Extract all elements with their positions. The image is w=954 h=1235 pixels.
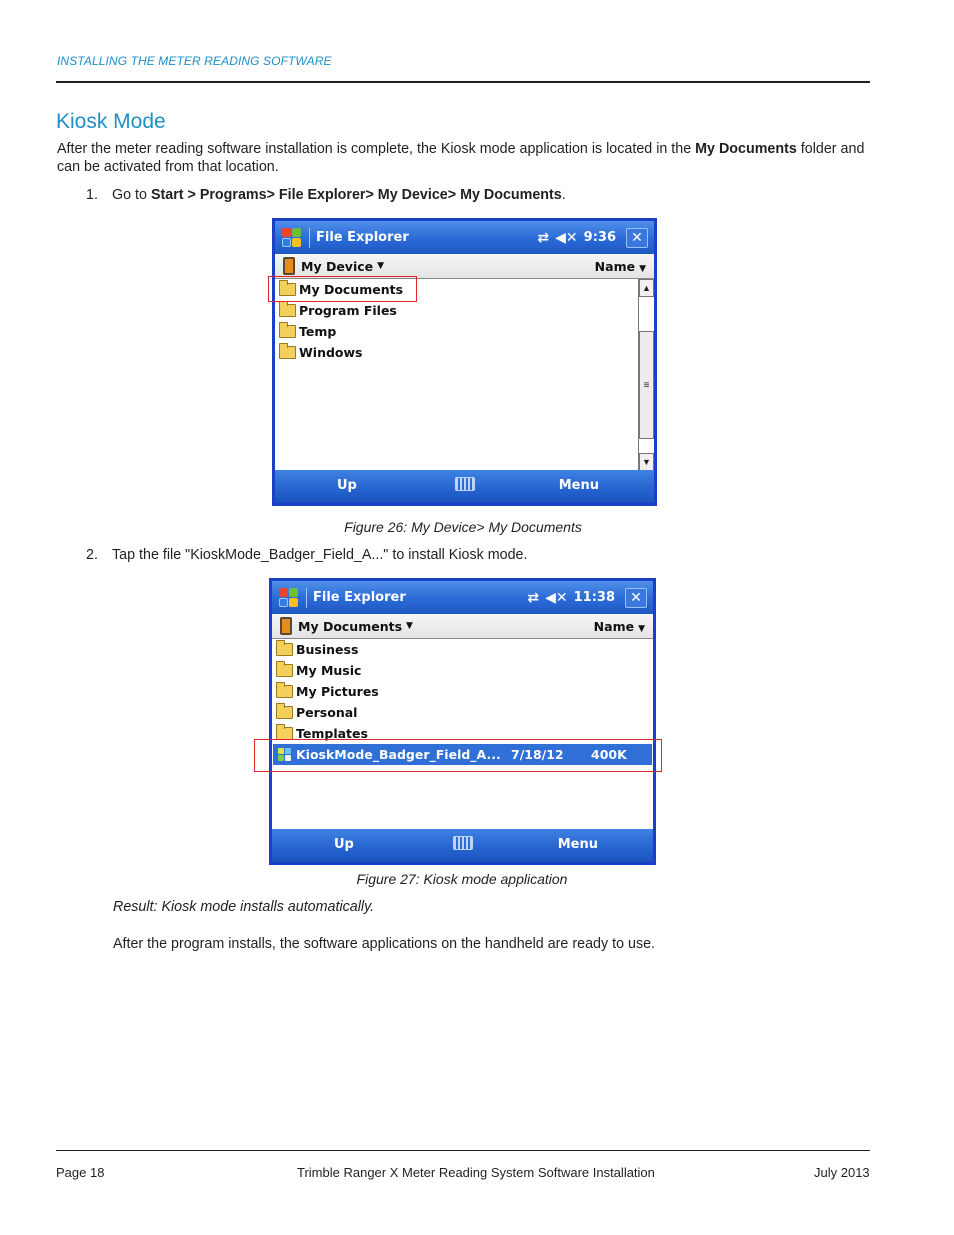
intro-bold: My Documents: [695, 141, 797, 157]
app-title: File Explorer: [313, 590, 406, 605]
location-dropdown[interactable]: My Documents: [298, 618, 403, 634]
connectivity-icon[interactable]: ⇄: [537, 229, 550, 246]
list-item[interactable]: [276, 639, 358, 660]
chevron-down-icon[interactable]: ▼: [377, 261, 385, 271]
intro-text: After the meter reading software installation is complete, the Kiosk mode application is located in the: [57, 141, 696, 157]
step-number: 2.: [86, 547, 98, 563]
intro-text-end: folder and can be activated from that location.: [57, 141, 865, 175]
step-text: Go to: [112, 187, 151, 203]
up-softkey[interactable]: Up: [337, 478, 357, 493]
location-bar: [272, 614, 653, 639]
folder-icon: [276, 643, 293, 656]
file-date: 7/18/12: [511, 747, 564, 762]
result-text: Result: Kiosk mode installs automatically.: [113, 899, 375, 915]
highlight-box: [254, 739, 662, 772]
scroll-up-button[interactable]: ▲: [639, 279, 654, 297]
sort-dropdown[interactable]: [594, 619, 645, 634]
list-item[interactable]: [279, 321, 336, 342]
list-item[interactable]: [276, 660, 361, 681]
file-list: [275, 279, 654, 473]
figure-caption: Figure 27: Kiosk mode application: [356, 871, 568, 887]
step-number: 1.: [86, 187, 98, 203]
file-size: 400K: [591, 747, 627, 762]
folder-icon: [279, 304, 296, 317]
step-1: [86, 186, 566, 204]
app-title: File Explorer: [316, 230, 409, 245]
header-rule: [56, 81, 870, 83]
item-label: My Music: [296, 663, 362, 678]
folder-icon: [279, 325, 296, 338]
item-label: Business: [296, 642, 359, 657]
keyboard-icon[interactable]: [453, 836, 473, 850]
footer-rule: [56, 1150, 870, 1151]
chevron-down-icon[interactable]: ▼: [406, 621, 413, 631]
device-icon: [280, 617, 292, 635]
step-suffix: .: [561, 187, 566, 203]
section-title: Kiosk Mode: [56, 110, 166, 133]
connectivity-icon[interactable]: ⇄: [527, 589, 540, 606]
item-label: Windows: [299, 345, 363, 360]
clock[interactable]: 9:36: [583, 230, 616, 245]
item-label: Templates: [296, 726, 368, 741]
item-label: Program Files: [299, 303, 397, 318]
folder-icon: [276, 685, 293, 698]
folder-icon: [279, 346, 296, 359]
item-label: Personal: [296, 705, 358, 720]
list-item[interactable]: [279, 300, 397, 321]
folder-icon: [276, 706, 293, 719]
chevron-down-icon: ▼: [638, 624, 645, 634]
device-icon: [283, 257, 295, 275]
step-path: Start > Programs> File Explorer> My Device> My Documents: [150, 187, 562, 203]
document-title: Trimble Ranger X Meter Reading System Software Installation: [297, 1165, 655, 1180]
sort-dropdown[interactable]: [595, 259, 646, 274]
sort-label: Name: [594, 259, 636, 274]
figure-caption: Figure 26: My Device> My Documents: [344, 519, 582, 535]
up-softkey[interactable]: Up: [334, 837, 354, 852]
location-dropdown[interactable]: My Device: [301, 258, 374, 274]
file-name: KioskMode_Badger_Field_A...: [296, 747, 501, 762]
item-label: My Pictures: [296, 684, 379, 699]
scrollbar[interactable]: [638, 279, 654, 473]
scroll-down-button[interactable]: ▼: [639, 453, 654, 471]
sort-label: Name: [593, 619, 635, 634]
keyboard-icon[interactable]: [455, 477, 475, 491]
list-item[interactable]: [279, 342, 363, 363]
chevron-down-icon: ▼: [639, 264, 646, 274]
step-text: Tap the file "KioskMode_Badger_Field_A..." to install Kiosk mode.: [112, 547, 528, 563]
menu-softkey[interactable]: Menu: [558, 478, 599, 493]
volume-muted-icon[interactable]: ◀✕: [545, 589, 568, 606]
step-2: [86, 546, 527, 564]
list-item[interactable]: [276, 702, 357, 723]
file-list: [272, 639, 653, 832]
menu-bar: [272, 829, 653, 862]
page-number: Page 18: [56, 1165, 105, 1180]
title-bar: [275, 221, 654, 254]
highlight-box: [268, 276, 417, 302]
file-explorer-screenshot-1: [272, 218, 657, 506]
document-date: July 2013: [814, 1165, 870, 1180]
close-button[interactable]: ✕: [626, 228, 648, 248]
intro-paragraph: [57, 140, 872, 176]
windows-logo-icon[interactable]: [281, 227, 303, 249]
title-bar: [272, 581, 653, 614]
volume-muted-icon[interactable]: ◀✕: [555, 229, 578, 246]
clock[interactable]: 11:38: [573, 590, 615, 605]
list-item[interactable]: [276, 681, 379, 702]
folder-icon: [276, 664, 293, 677]
file-explorer-screenshot-2: [269, 578, 656, 865]
item-label: Temp: [299, 324, 337, 339]
menu-softkey[interactable]: Menu: [557, 837, 598, 852]
menu-bar: [275, 470, 654, 503]
windows-logo-icon[interactable]: [278, 587, 300, 609]
scroll-thumb[interactable]: ≡: [639, 331, 654, 439]
closing-paragraph: After the program installs, the software applications on the handheld are ready to use.: [113, 936, 656, 952]
item-label: My Documents: [299, 282, 404, 297]
running-head: INSTALLING THE METER READING SOFTWARE: [57, 54, 332, 68]
close-button[interactable]: ✕: [625, 588, 647, 608]
